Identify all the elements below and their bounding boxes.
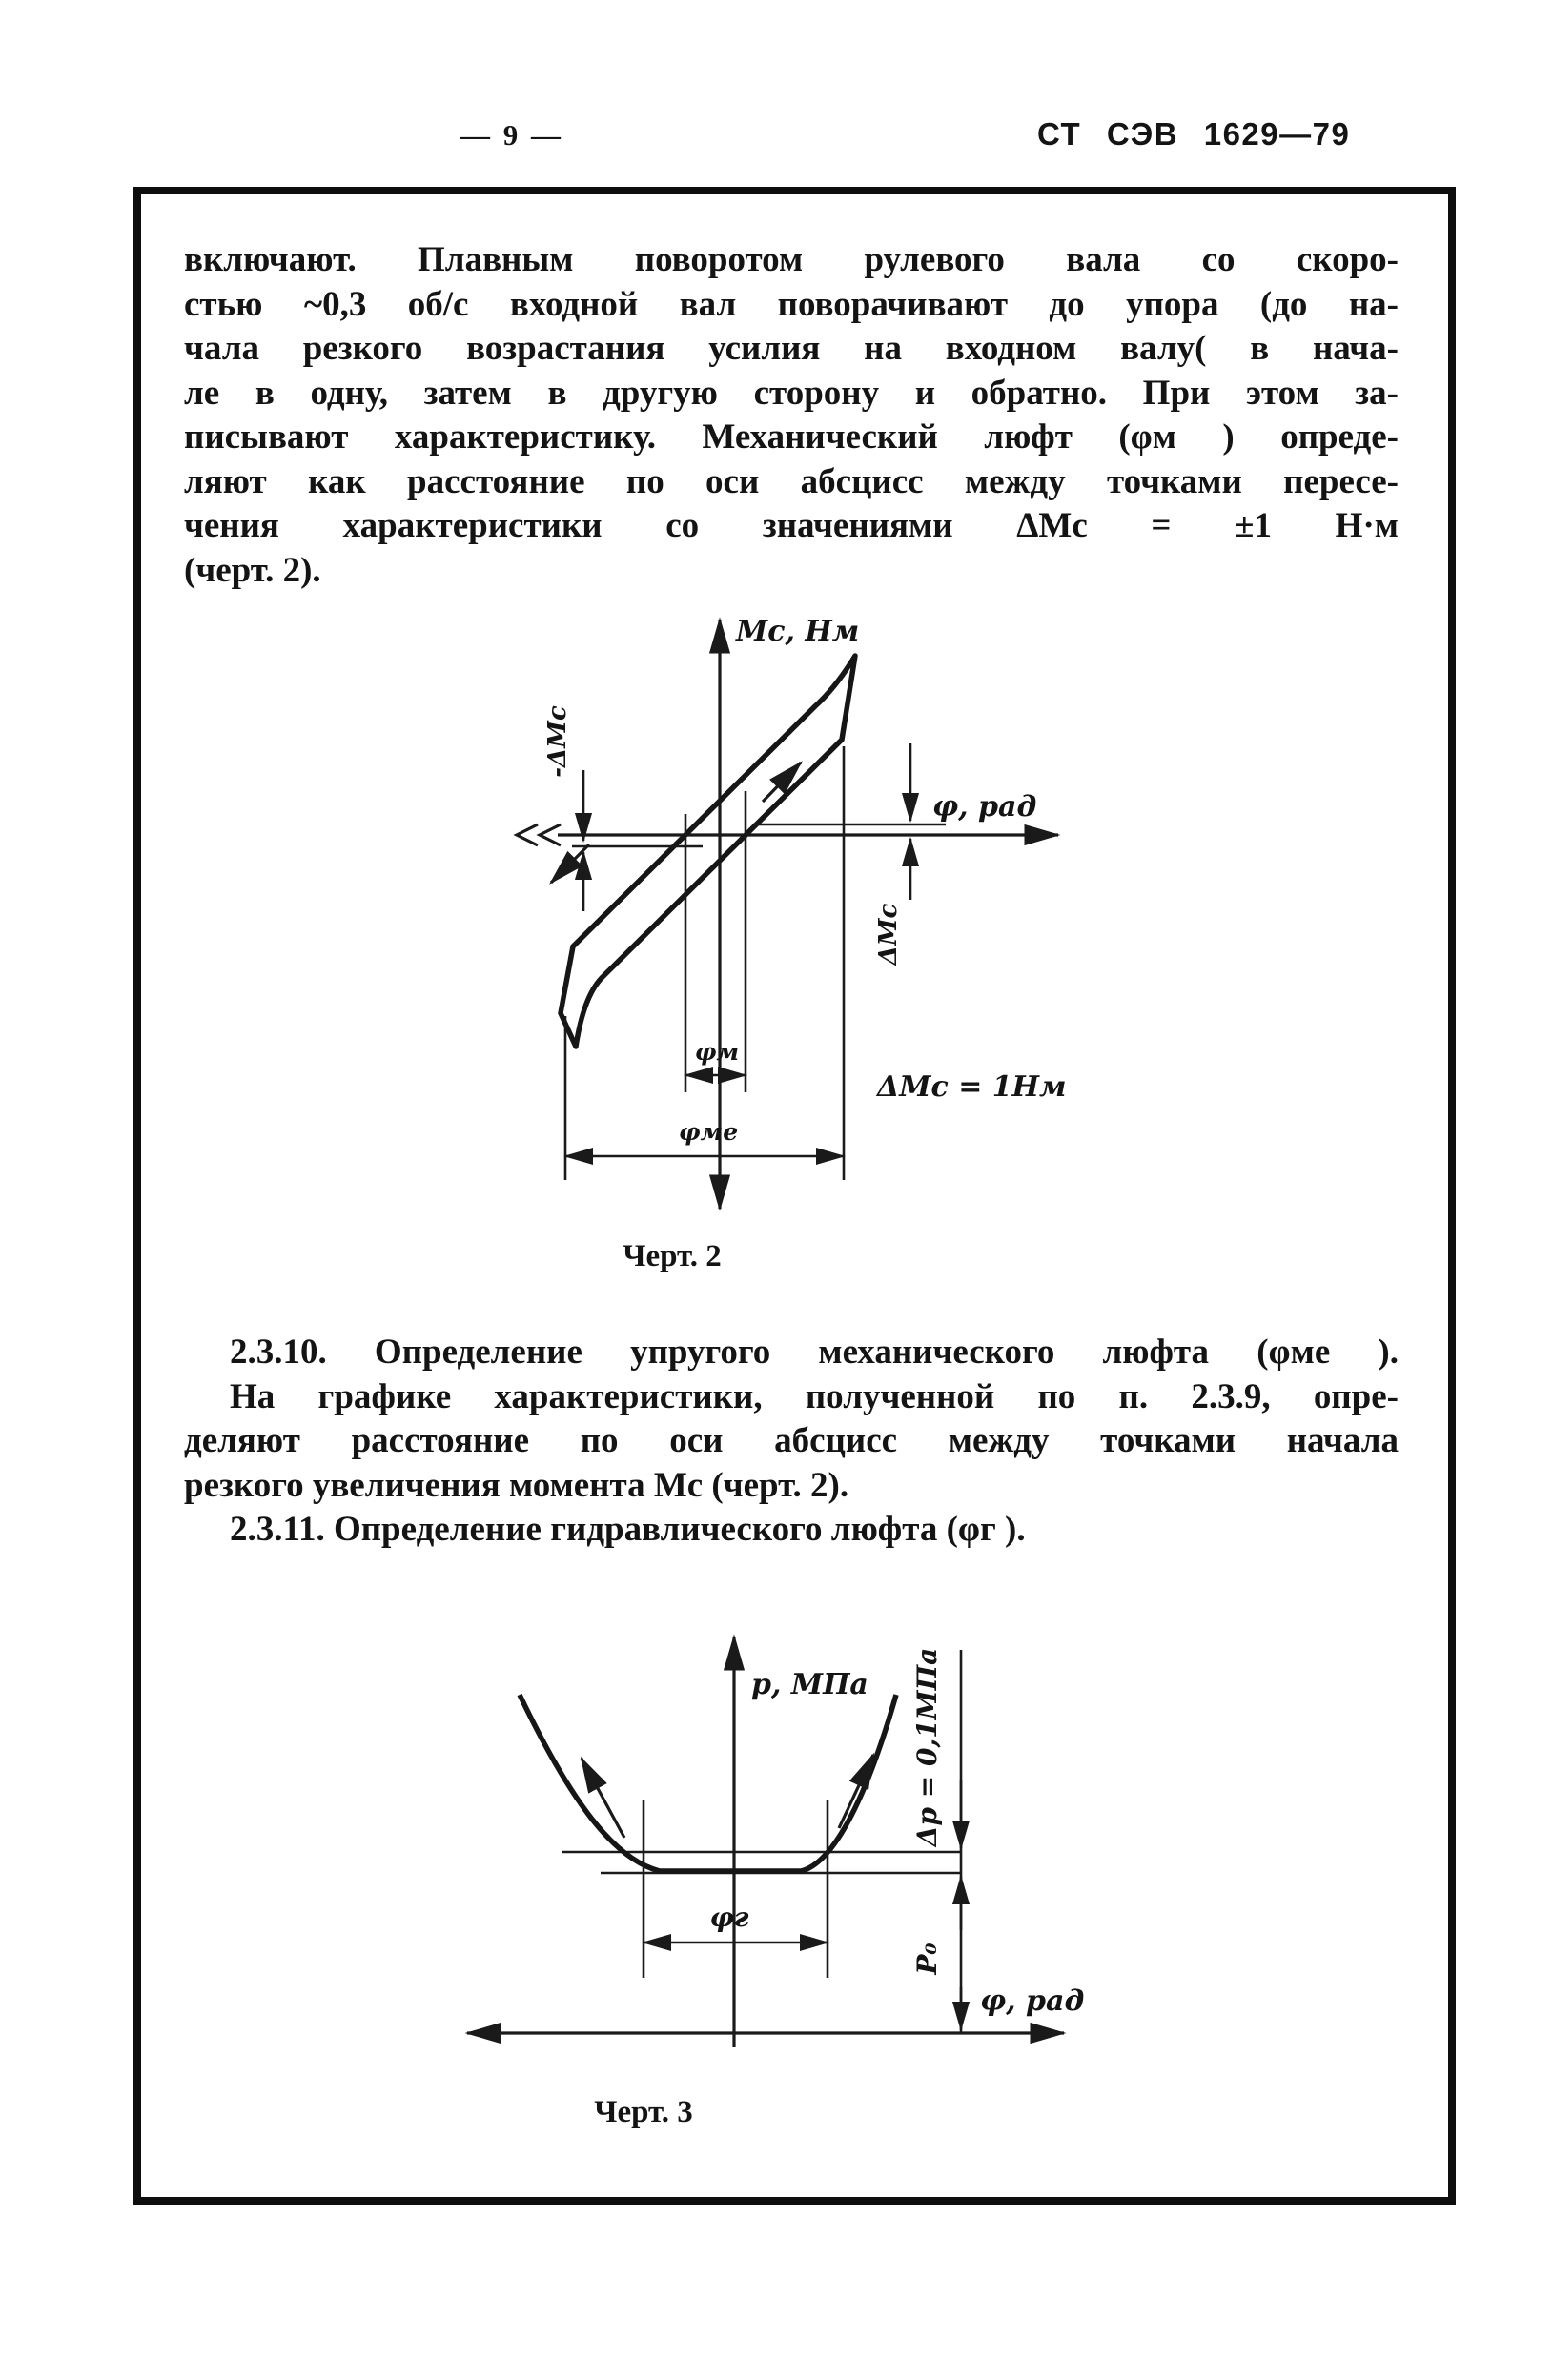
hysteresis-loop-curve: [561, 656, 855, 1047]
figure-2-hysteresis-diagram: [477, 599, 1087, 1228]
figure-2-caption: Черт. 2: [623, 1239, 722, 1273]
neg-delta-label: -ΔМс: [543, 705, 572, 778]
text-line: деляют расстояние по оси абсцисс между точками начала: [184, 1421, 1399, 1460]
y-axis-label: р, МПа: [751, 1668, 868, 1701]
text-line: чения характеристики со значениями ΔМс = ±1 Н·м: [184, 506, 1399, 545]
phi-axis-left-arrow-icon: [540, 824, 561, 845]
figure-3-pressure-diagram: [410, 1614, 1096, 2128]
y-axis-label: Мс, Нм: [736, 615, 860, 648]
text-line: На графике характеристики, полученной по п. 2.3.9, опре-: [230, 1376, 1399, 1416]
doc-code: СТ СЭВ 1629—79: [1037, 116, 1351, 152]
text-line: резкого увеличения момента Мс (черт. 2).: [184, 1465, 849, 1505]
direction-arrow-right-icon: [839, 1755, 873, 1828]
x-axis-label: φ, рад: [980, 1984, 1085, 2018]
pressure-curve: [520, 1695, 896, 1871]
figure-3-svg: [410, 1614, 1096, 2128]
text-line: ляют как расстояние по оси абсцисс между точками пересе-: [184, 461, 1399, 501]
text-line: ле в одну, затем в другую сторону и обратно. При этом за-: [184, 373, 1399, 413]
equation-label: ΔМс = 1Нм: [877, 1070, 1067, 1104]
figure-3-caption: Черт. 3: [594, 2095, 693, 2129]
figure-2-svg: [477, 599, 1087, 1228]
phi-m-label: φм: [694, 1038, 740, 1066]
phi-me-label: φме: [678, 1118, 739, 1146]
paragraph-2: [184, 1331, 1399, 1553]
text-line: чала резкого возрастания усилия на входном валу( в нача-: [184, 329, 1399, 368]
text-line: (черт. 2).: [184, 550, 321, 590]
text-line: 2.3.10. Определение упругого механического люфта (φме ).: [230, 1332, 1399, 1372]
direction-arrow-left-icon: [582, 1759, 624, 1838]
x-axis-label: φ, рад: [932, 790, 1037, 824]
phi-axis-left-arrow-icon: [517, 824, 538, 845]
page-number: — 9 —: [460, 118, 563, 152]
text-line: включают. Плавным поворотом рулевого вала со скоро-: [184, 240, 1399, 279]
text-line: писывают характеристику. Механический люфт (φм ) опреде-: [184, 417, 1399, 457]
paragraph-1: [184, 238, 1399, 593]
text-line: стью ~0,3 об/с входной вал поворачивают до упора (до на-: [184, 284, 1399, 324]
p0-label: Р₀: [911, 1943, 943, 1975]
delta-label: ΔМс: [874, 903, 903, 966]
text-line: 2.3.11. Определение гидравлического люфта (φг ).: [230, 1510, 1026, 1549]
phi-g-label: φг: [709, 1902, 749, 1933]
delta-p-label: Δр = 0,1МПа: [911, 1647, 943, 1847]
